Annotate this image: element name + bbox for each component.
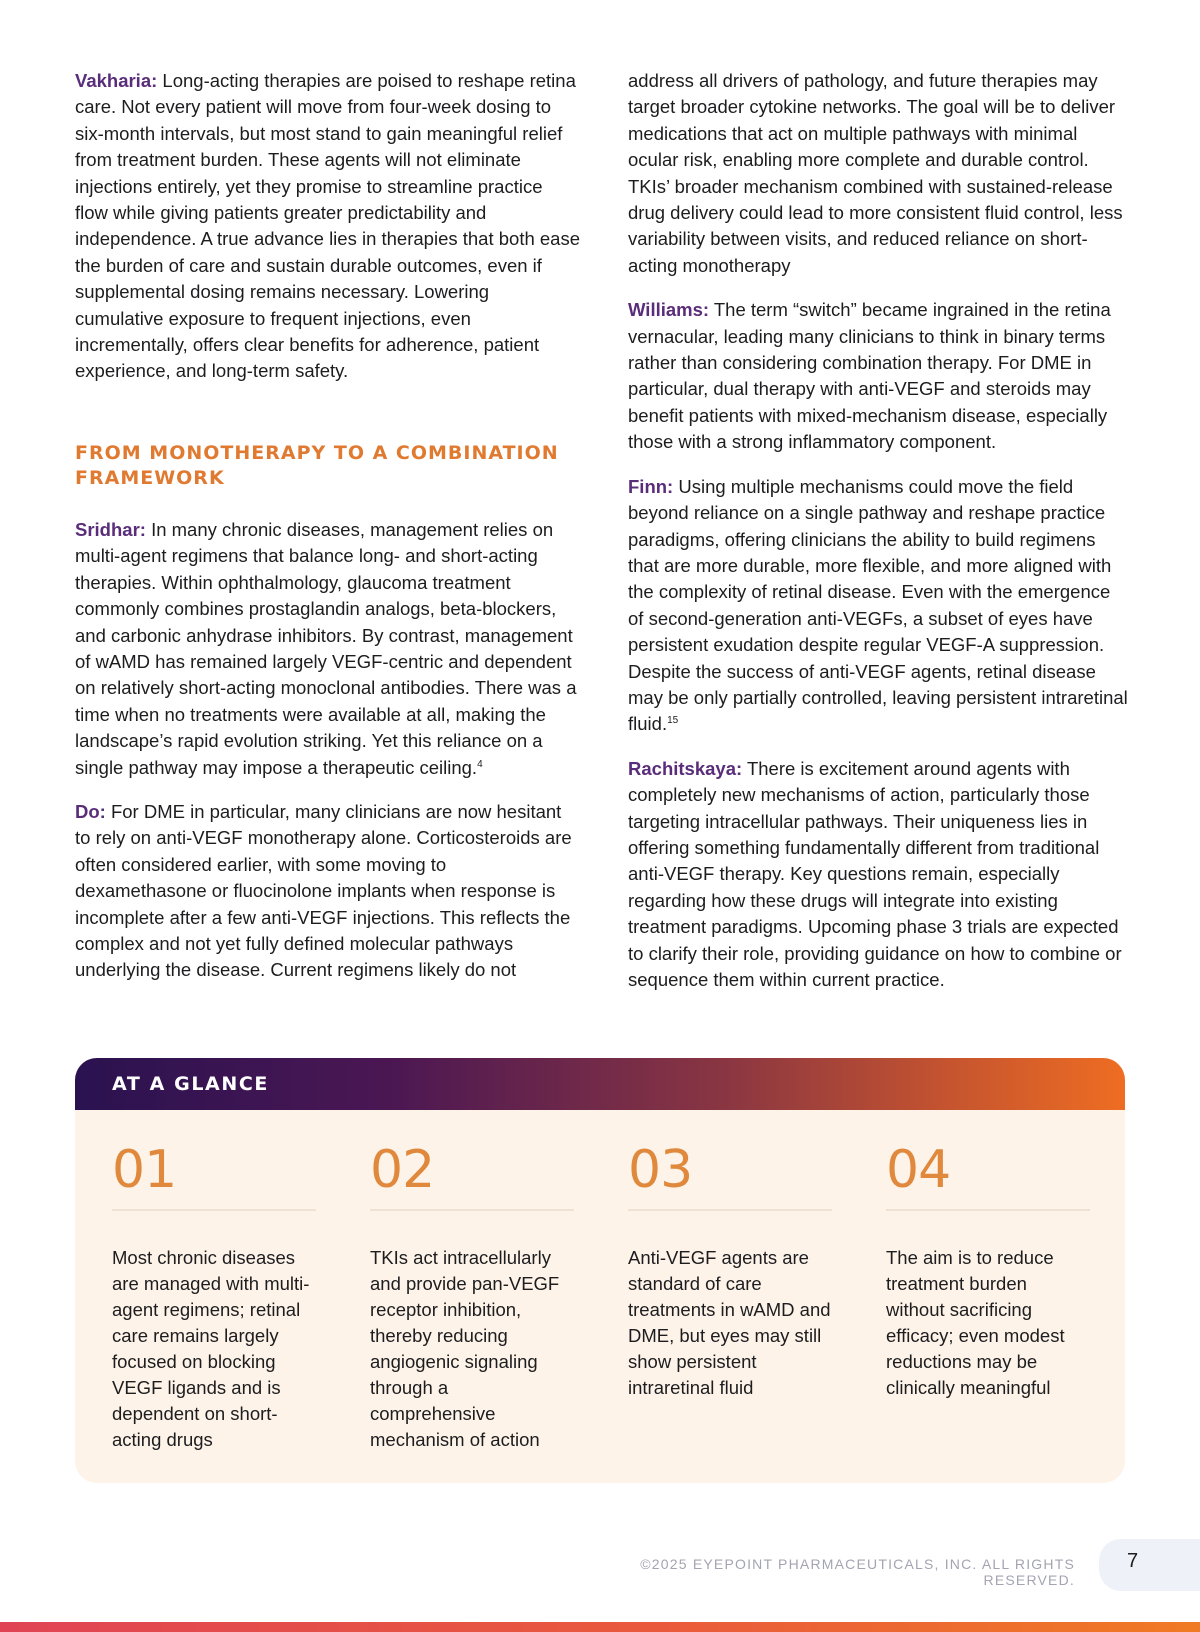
reference-superscript: 15: [667, 715, 679, 727]
copyright-notice: ©2025 EYEPOINT PHARMACEUTICALS, INC. ALL RIGHTS RESERVED.: [640, 1556, 1075, 1588]
glance-item-number: 01: [112, 1140, 177, 1200]
paragraph-text: In many chronic diseases, management relies on multi-agent regimens that balance long- and short-acting therapies. Within ophthalmology, glaucoma treatment commonly combines prostaglandin analogs, beta-blockers, and carbonic anhydrase inhibitors. By contrast, management of wAMD has remained largely VEGF-centric and dependent on relatively short-acting monoclonal antibodies. There was a time when no treatments were available at all, making the landscape’s rapid evolution striking. Yet this reliance on a single pathway may impose a therapeutic ceiling.: [75, 518, 577, 778]
glance-item-text: The aim is to reduce treatment burden without sacrificing efficacy; even modest reductions may be clinically meaningful: [886, 1247, 1065, 1398]
page-number: 7: [1127, 1550, 1139, 1572]
glance-item-number: 04: [886, 1140, 951, 1200]
speaker-name: Do:: [75, 800, 106, 822]
at-a-glance-panel: [75, 1058, 1125, 1483]
glance-item: [628, 1137, 832, 1401]
speaker-name: Finn:: [628, 475, 674, 497]
glance-item: [370, 1137, 574, 1453]
glance-item-number: 02: [370, 1140, 435, 1200]
paragraph-do: [75, 799, 580, 984]
reference-superscript: 4: [477, 758, 483, 770]
glance-item-number: 03: [628, 1140, 693, 1200]
left-column: [75, 68, 580, 1002]
paragraph-continued: [628, 68, 1128, 279]
paragraph-finn: [628, 474, 1128, 738]
right-column: [628, 68, 1128, 1011]
paragraph-sridhar: [75, 517, 580, 781]
paragraph-text: The term “switch” became ingrained in the retina vernacular, leading many clinicians to think in binary terms rather than considering combination therapy. For DME in particular, dual therapy with anti-VEGF and steroids may benefit patients with mixed-mechanism disease, especially those with a strong inflammatory component.: [628, 299, 1111, 453]
glance-divider: [370, 1209, 574, 1211]
at-a-glance-title: AT A GLANCE: [112, 1073, 269, 1095]
glance-divider: [112, 1209, 316, 1211]
glance-item: [112, 1137, 316, 1453]
paragraph-rachitskaya: [628, 756, 1128, 994]
paragraph-text: For DME in particular, many clinicians are now hesitant to rely on anti-VEGF monotherapy alone. Corticosteroids are often considered earlier, with some moving to dexamethasone or fluocinolone implants when response is incomplete after a few anti-VEGF injections. This reflects the complex and not yet fully defined molecular pathways underlying the disease. Current regimens likely do not: [75, 800, 572, 981]
glance-divider: [628, 1209, 832, 1211]
glance-divider: [886, 1209, 1090, 1211]
paragraph-text: Long-acting therapies are poised to reshape retina care. Not every patient will move from four-week dosing to six-month intervals, but most stand to gain meaningful relief from treatment burden. These agents will not eliminate injections entirely, yet they promise to streamline practice flow while giving patients greater predictability and independence. A true advance lies in therapies that both ease the burden of care and sustain durable outcomes, even if supplemental dosing remains necessary. Lowering cumulative exposure to frequent injections, even incrementally, offers clear benefits for adherence, patient experience, and long-term safety.: [75, 70, 581, 382]
paragraph-williams: [628, 297, 1128, 455]
glance-item-text: TKIs act intracellularly and provide pan-VEGF receptor inhibition, thereby reducing angiogenic signaling through a comprehensive mechanism of action: [370, 1247, 560, 1450]
glance-item: [886, 1137, 1090, 1401]
glance-item-text: Most chronic diseases are managed with multi-agent regimens; retinal care remains largely focused on blocking VEGF ligands and is dependent on short-acting drugs: [112, 1247, 310, 1450]
at-a-glance-header: [75, 1058, 1125, 1110]
glance-item-text: Anti-VEGF agents are standard of care treatments in wAMD and DME, but eyes may still show persistent intraretinal fluid: [628, 1247, 831, 1398]
section-heading: FROM MONOTHERAPY TO A COMBINATION FRAMEWORK: [75, 441, 559, 489]
speaker-name: Rachitskaya:: [628, 757, 743, 779]
paragraph-vakharia: [75, 68, 580, 385]
paragraph-text: Using multiple mechanisms could move the field beyond reliance on a single pathway and reshape practice paradigms, offering clinicians the ability to build regimens that are more durable, more flexible, and more aligned with the complexity of retinal disease. Even with the emergence of second-generation anti-VEGFs, a subset of eyes have persistent exudation despite regular VEGF-A suppression. Despite the success of anti-VEGF agents, retinal disease may be only partially controlled, leaving persistent intraretinal fluid.: [628, 475, 1128, 735]
paragraph-text: address all drivers of pathology, and future therapies may target broader cytokine networks. The goal will be to deliver medications that act on multiple pathways with minimal ocular risk, enabling more complete and durable control. TKIs’ broader mechanism combined with sustained-release drug delivery could lead to more consistent fluid control, less variability between visits, and reduced reliance on short-acting monotherapy: [628, 70, 1123, 276]
paragraph-text: There is excitement around agents with completely new mechanisms of action, particularly those targeting intracellular pathways. Their uniqueness lies in offering something fundamentally different from traditional anti-VEGF therapy. Key questions remain, especially regarding how these drugs will integrate into existing treatment paradigms. Upcoming phase 3 trials are expected to clarify their role, providing guidance on how to combine or sequence them within current practice.: [628, 757, 1122, 990]
bottom-accent-bar: [0, 1622, 1200, 1632]
speaker-name: Williams:: [628, 299, 710, 321]
speaker-name: Sridhar:: [75, 518, 146, 540]
speaker-name: Vakharia:: [75, 70, 158, 91]
page-number-badge: [1099, 1539, 1200, 1591]
